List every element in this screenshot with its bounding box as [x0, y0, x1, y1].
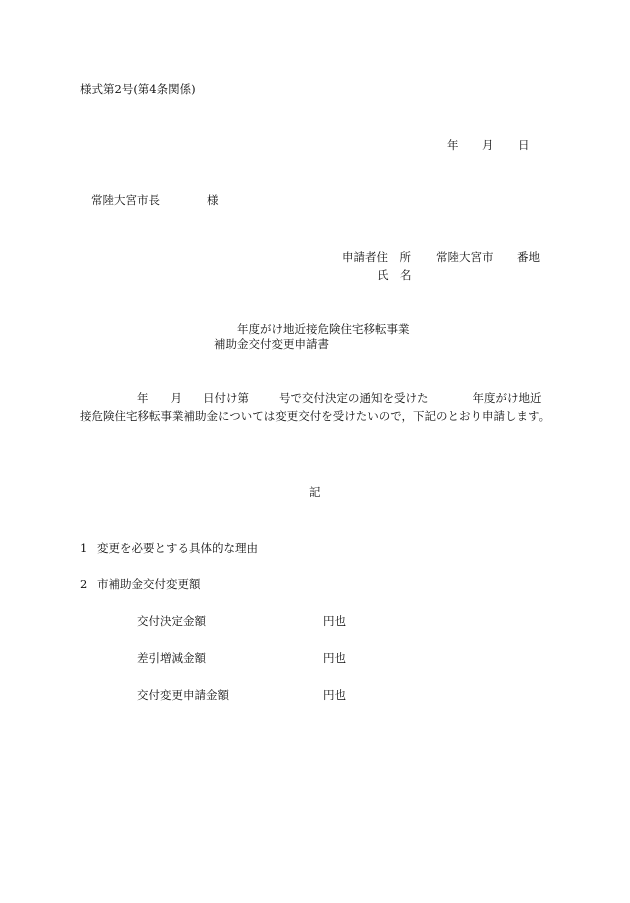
applicant-address-label: 申請者住 所 [342, 250, 411, 264]
amount-decided-label: 交付決定金額 [137, 614, 206, 628]
body-year: 年 [137, 391, 149, 405]
document-title-line2: 補助金交付変更申請書 [214, 337, 329, 351]
item-1-text: 変更を必要とする具体的な理由 [97, 541, 258, 555]
ki-heading: 記 [309, 485, 321, 499]
date-month: 月 [482, 138, 494, 152]
item-2-text: 市補助金交付変更額 [97, 577, 201, 591]
date-day: 日 [518, 138, 530, 152]
amount-change-request-unit: 円也 [323, 688, 346, 702]
applicant-city: 常陸大宮市 [436, 250, 494, 264]
body-date-ref: 日付け第 [203, 391, 249, 405]
body-paragraph [80, 389, 552, 425]
applicant-banchi: 番地 [517, 250, 540, 264]
body-notice: 号で交付決定の通知を受けた [279, 391, 429, 405]
document-title-line1: 年度がけ地近接危険住宅移転事業 [237, 322, 410, 336]
item-2-number: 2 [80, 577, 88, 591]
item-1-number: 1 [80, 541, 88, 555]
amount-difference-unit: 円也 [323, 651, 346, 665]
form-number: 様式第2号(第4条関係) [80, 82, 196, 96]
addressee-honorific: 様 [207, 193, 219, 207]
amount-decided-unit: 円也 [323, 614, 346, 628]
body-project: 年度がけ地近接危険住宅移転事業補助金については変更交付を受けたいので，下記のとおり申請します。 [80, 391, 551, 423]
amount-difference-label: 差引増減金額 [137, 651, 206, 665]
addressee-name: 常陸大宮市長 [91, 193, 160, 207]
amount-change-request-label: 交付変更申請金額 [137, 688, 229, 702]
body-month: 月 [170, 391, 182, 405]
applicant-name-label: 氏 名 [377, 268, 412, 282]
date-year: 年 [447, 138, 459, 152]
